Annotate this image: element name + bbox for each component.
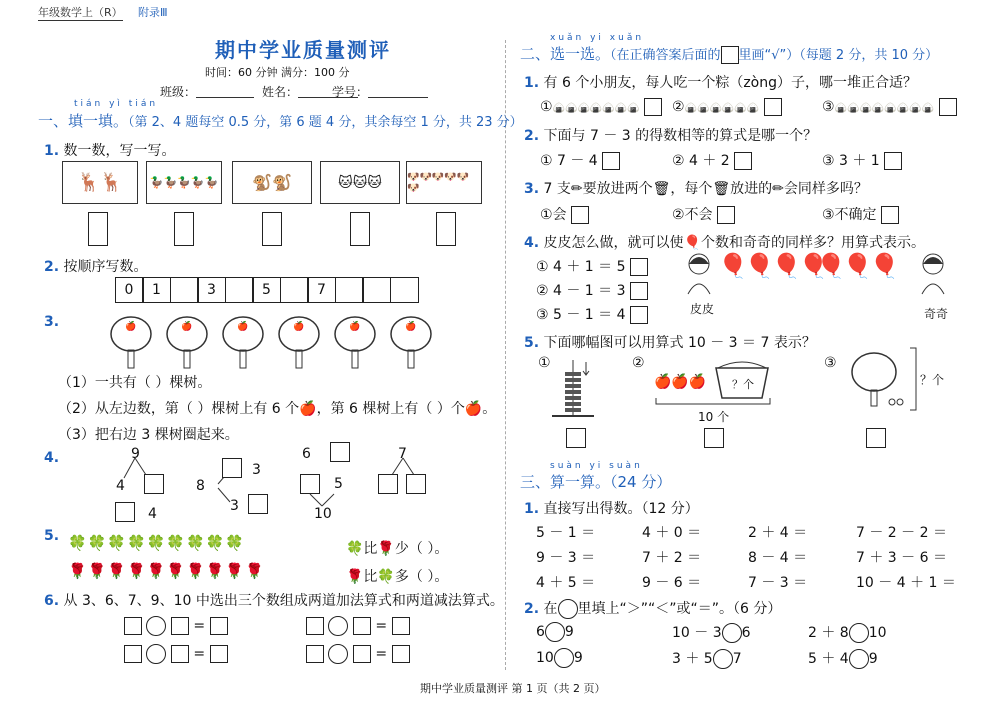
time-info: 时间：60 分钟 满分：100 分 (205, 66, 350, 79)
dog-icon: 🐶🐶🐶🐶🐶🐶 (407, 171, 470, 194)
eq-circle[interactable] (146, 644, 166, 664)
eq-sign: = (375, 618, 388, 634)
cmp-left: 2 ＋ 8 (808, 625, 849, 641)
page-footer: 期中学业质量测评 第 1 页（共 2 页） (420, 682, 606, 695)
q1-6-text: 从 3、6、7、9、10 中选出三个数组成两道加法算式和两道减法算式。 (63, 593, 504, 609)
q2-5-opt3-label: ③ (824, 355, 837, 371)
duck-icon: 🦆🦆🦆🦆🦆 (149, 176, 219, 189)
opt-label: ② 4 － 1 ＝ 3 (536, 283, 626, 299)
q1-3-sub2: （2）从左边数，第（ ）棵树上有 6 个🍎，第 6 棵树上有（ ）个🍎。 (58, 401, 497, 417)
q2-3-opt2 (672, 204, 735, 224)
calc-item[interactable]: 4 ＋ 0 ＝ (642, 525, 702, 541)
tree-count: ？个 (920, 373, 945, 387)
deer-icon: 🦌🦌 (77, 172, 123, 193)
answer-box[interactable] (630, 258, 648, 276)
cmp-left: 10 － 3 (672, 625, 722, 641)
column-divider (505, 40, 506, 670)
q1-4-num: 4. (44, 450, 60, 466)
q2-2-opt2 (672, 150, 752, 170)
opt-label: ② (672, 99, 685, 115)
answer-box[interactable] (734, 152, 752, 170)
eq-box[interactable] (353, 617, 371, 635)
total-label: 10 个 (698, 410, 730, 424)
opt-label: ③ 3 ＋ 1 (822, 153, 880, 169)
bond-box[interactable] (330, 442, 350, 462)
q2-4-opt2 (536, 280, 648, 300)
cmp-right: 9 (573, 650, 583, 666)
calc-item[interactable]: 5 － 1 ＝ (536, 525, 596, 541)
compare-item (536, 622, 574, 642)
s2-note-b: 里画“√”）（每题 2 分，共 10 分） (738, 48, 939, 63)
q2-3-opt1 (540, 204, 589, 224)
calc-item[interactable]: 9 － 3 ＝ (536, 550, 596, 566)
apple-icon: 🍎 (181, 322, 193, 332)
s2-heading-text: 二、选一选。 (520, 45, 611, 63)
eq-box[interactable] (306, 617, 324, 635)
s2-note-box (721, 46, 739, 64)
zongzi-icon: 🍙🍙🍙🍙🍙🍙🍙 (552, 103, 640, 114)
bond-box[interactable] (222, 458, 242, 478)
eq-box[interactable] (171, 645, 189, 663)
calc-item[interactable]: 9 － 6 ＝ (642, 575, 702, 591)
opt-label: ① 7 － 4 (540, 153, 598, 169)
abacus-icon (548, 358, 598, 426)
bond-box[interactable] (248, 494, 268, 514)
eq-box[interactable] (306, 645, 324, 663)
cmp-left: 5 ＋ 4 (808, 651, 849, 667)
compare-item (672, 648, 742, 669)
apple-tree-icon (846, 350, 910, 410)
sequence-row (116, 277, 419, 303)
q1-2: 2. 按顺序写数。 (44, 259, 148, 275)
kid-pipi-label: 皮皮 (690, 302, 715, 316)
q2-2-opt1 (540, 150, 620, 170)
q2-3: 3. 7 支✏要放进两个🗑，每个🗑放进的✏会同样多吗？ (524, 181, 868, 197)
seq-cell: 7 (307, 277, 336, 303)
calc-item[interactable]: 7 － 3 ＝ (748, 575, 808, 591)
q2-1-opt3 (822, 98, 957, 116)
count-pic-5 (406, 161, 482, 204)
class-blank[interactable] (196, 97, 254, 98)
s1-ruby: tián yì tián (74, 99, 159, 109)
basket-count: ？个 (732, 378, 754, 391)
q1-1-answer-box[interactable] (174, 212, 194, 246)
q2-4: 4. 皮皮怎么做，就可以使🎈个数和奇奇的同样多？用算式表示。 (524, 235, 925, 251)
bond-a-left: 4 (116, 478, 125, 494)
bond-c-right: 5 (334, 476, 343, 492)
cmp-left: 3 ＋ 5 (672, 651, 713, 667)
eq-box[interactable] (392, 617, 410, 635)
answer-box[interactable] (881, 206, 899, 224)
answer-box[interactable] (566, 428, 586, 448)
q1-2-text: 按顺序写数。 (63, 259, 148, 275)
bond-b-mid: 8 (196, 478, 205, 494)
q3-2: 2. 在 里填上“＞”“＜”或“＝”。（6 分） (524, 601, 782, 617)
appendix-label: 附录Ⅲ (138, 6, 168, 19)
q3-2-text-a: 在 (543, 601, 558, 617)
seq-cell[interactable] (280, 277, 309, 303)
cmp-right: 7 (732, 651, 742, 667)
apple-icon: 🍎 (293, 322, 305, 332)
answer-box[interactable] (884, 152, 902, 170)
q2-2-opt3 (822, 150, 902, 170)
answer-box[interactable] (764, 98, 782, 116)
q2-5-opt2-label: ② (632, 355, 645, 371)
opt-label: ① 4 ＋ 1 ＝ 5 (536, 259, 626, 275)
monkey-icon: 🐒🐒 (252, 173, 292, 192)
answer-box[interactable] (717, 206, 735, 224)
count-pic-4 (320, 161, 400, 204)
zongzi-icon: 🍙🍙🍙🍙🍙🍙🍙🍙 (834, 103, 935, 114)
calc-item[interactable]: 10 － 4 ＋ 1 ＝ (856, 575, 956, 591)
seq-cell: 0 (115, 277, 144, 303)
eq-box[interactable] (392, 645, 410, 663)
seq-cell: 5 (252, 277, 281, 303)
eq-circle[interactable] (328, 644, 348, 664)
eq-box[interactable] (124, 617, 142, 635)
s1-heading-text: 一、填一填。 (38, 112, 129, 130)
bond-c-top: 6 (302, 446, 311, 462)
compare-item (808, 622, 887, 643)
kid-pipi-icon (684, 252, 714, 296)
q2-5-opt1-label: ① (538, 355, 551, 371)
compare-item (536, 648, 583, 668)
compare-item (672, 622, 751, 643)
id-label: 学号： (332, 85, 369, 99)
calc-item[interactable]: 4 ＋ 5 ＝ (536, 575, 596, 591)
answer-box[interactable] (939, 98, 957, 116)
equation-add-1 (124, 616, 228, 636)
count-pic-3 (232, 161, 312, 204)
seq-cell[interactable] (390, 277, 419, 303)
s3-note: （24 分） (610, 473, 672, 491)
class-label: 班级： (160, 85, 197, 99)
eq-box[interactable] (210, 617, 228, 635)
bond-a-top: 9 (131, 446, 140, 462)
cmp-right: 10 (868, 625, 887, 641)
seq-cell[interactable] (225, 277, 254, 303)
balloon-group-pipi: 🎈🎈🎈🎈 (718, 252, 826, 280)
apples-loose: 🍎🍎🍎 (654, 374, 707, 390)
q2-1-text: 有 6 个小朋友，每人吃一个粽（zòng）子，哪一堆正合适？ (543, 75, 917, 91)
bond-box[interactable] (144, 474, 164, 494)
answer-box[interactable] (644, 98, 662, 116)
kid-qiqi-label: 奇奇 (924, 307, 949, 321)
s1-heading (38, 110, 523, 131)
q1-3-sub3: （3）把右边 3 棵树圈起来。 (58, 427, 239, 443)
seq-cell[interactable] (362, 277, 391, 303)
apple-icon: 🍎 (125, 322, 137, 332)
eq-circle[interactable] (328, 616, 348, 636)
s1-note: （第 2、4 题每空 0.5 分，第 6 题 4 分，其余每空 1 分，共 23 分） (128, 115, 523, 130)
bond-box[interactable] (115, 502, 135, 522)
q3-1: 1. 直接写出得数。（12 分） (524, 501, 699, 517)
cmp-circle[interactable] (545, 622, 565, 642)
q2-2-text: 下面与 7 － 3 的得数相等的算式是哪一个？ (543, 128, 818, 144)
q1-5-num: 5. (44, 528, 60, 544)
eq-circle[interactable] (146, 616, 166, 636)
answer-box[interactable] (630, 306, 648, 324)
answer-box[interactable] (630, 282, 648, 300)
cmp-circle[interactable] (554, 648, 574, 668)
cat-icon: 🐱🐱🐱 (338, 174, 382, 191)
bond-box[interactable] (300, 474, 320, 494)
bond-c-bottom: 10 (314, 506, 332, 522)
calc-item[interactable]: 7 ＋ 2 ＝ (642, 550, 702, 566)
compare-line-2: 🌹比🍀多（ ）。 (346, 569, 449, 585)
calc-item[interactable]: 8 － 4 ＝ (748, 550, 808, 566)
equation-add-2 (124, 644, 228, 664)
eq-box[interactable] (171, 617, 189, 635)
zongzi-icon: 🍙🍙🍙🍙🍙🍙 (684, 103, 760, 114)
eq-sign: = (193, 646, 206, 662)
bond-box[interactable] (378, 474, 398, 494)
q2-3-opt3 (822, 204, 899, 224)
bond-b-top: 3 (252, 462, 261, 478)
cmp-right: 6 (741, 625, 751, 641)
eq-sign: = (193, 618, 206, 634)
cmp-left: 10 (536, 650, 554, 666)
s3-ruby: suàn yi suàn (550, 461, 643, 471)
answer-box[interactable] (866, 428, 886, 448)
q2-2: 2. 下面与 7 － 3 的得数相等的算式是哪一个？ (524, 128, 818, 144)
cmp-right: 9 (868, 651, 878, 667)
equation-sub-1 (306, 616, 410, 636)
eq-box[interactable] (124, 645, 142, 663)
id-blank[interactable] (368, 97, 428, 98)
cmp-right: 9 (564, 624, 574, 640)
q3-2-text-b: 里填上“＞”“＜”或“＝”。（6 分） (577, 601, 782, 617)
apple-icon: 🍎 (405, 322, 417, 332)
q2-1-opt1 (540, 98, 662, 116)
answer-box[interactable] (704, 428, 724, 448)
opt-label: ② 4 ＋ 2 (672, 153, 730, 169)
opt-label: ③不确定 (822, 207, 877, 223)
cmp-circle[interactable] (849, 623, 869, 643)
q1-1-text: 数一数，写一写。 (63, 143, 176, 159)
eq-box[interactable] (210, 645, 228, 663)
q2-1-opt2 (672, 98, 782, 116)
opt-label: ③ 5 － 1 ＝ 4 (536, 307, 626, 323)
q1-1-answer-box[interactable] (436, 212, 456, 246)
q2-4-opt1 (536, 256, 648, 276)
leaf-row: 🍀🍀🍀🍀🍀🍀🍀🍀🍀 (68, 534, 246, 552)
opt-label: ②不会 (672, 207, 713, 223)
cmp-circle[interactable] (722, 623, 742, 643)
seq-cell: 1 (142, 277, 171, 303)
bond-a-extra: 4 (148, 506, 157, 522)
q2-5: 5. 下面哪幅图可以用算式 10 － 3 ＝ 7 表示？ (524, 335, 816, 351)
bond-box[interactable] (406, 474, 426, 494)
opt-label: ①会 (540, 207, 567, 223)
q2-1: 1. 有 6 个小朋友，每人吃一个粽（zòng）子，哪一堆正合适？ (524, 75, 917, 91)
tree-bracket (908, 346, 920, 412)
calc-item[interactable]: 2 ＋ 4 ＝ (748, 525, 808, 541)
compare-line-1: 🍀比🌹少（ ）。 (346, 541, 449, 557)
s3-heading (520, 471, 671, 492)
calc-item[interactable]: 7 ＋ 3 － 6 ＝ (856, 550, 947, 566)
compare-item (808, 648, 878, 669)
apple-icon: 🍎 (349, 322, 361, 332)
q1-1-answer-box[interactable] (350, 212, 370, 246)
s3-heading-text: 三、算一算。 (520, 473, 611, 491)
seq-cell[interactable] (335, 277, 364, 303)
s2-ruby: xuǎn yi xuǎn (550, 33, 645, 43)
equation-sub-2 (306, 644, 410, 664)
q2-3-text: 7 支✏要放进两个🗑，每个🗑放进的✏会同样多吗？ (543, 181, 868, 197)
q1-1-answer-box[interactable] (262, 212, 282, 246)
q1-1-answer-box[interactable] (88, 212, 108, 246)
apple-icon: 🍎 (237, 322, 249, 332)
rose-row: 🌹🌹🌹🌹🌹🌹🌹🌹🌹🌹 (68, 562, 265, 580)
seq-cell[interactable] (170, 277, 199, 303)
cmp-circle[interactable] (713, 649, 733, 669)
opt-label: ① (540, 99, 553, 115)
page-title: 期中学业质量测评 (215, 38, 391, 62)
s2-note-a: （在正确答案后面的 (610, 48, 721, 63)
eq-box[interactable] (353, 645, 371, 663)
calc-item[interactable]: 7 － 2 － 2 ＝ (856, 525, 947, 541)
eq-sign: = (375, 646, 388, 662)
answer-box[interactable] (602, 152, 620, 170)
cmp-circle[interactable] (849, 649, 869, 669)
cmp-left: 6 (536, 624, 545, 640)
count-pic-2 (146, 161, 222, 204)
q1-1: 1. 数一数，写一写。 (44, 143, 176, 159)
seq-cell: 3 (197, 277, 226, 303)
q3-1-text: 直接写出得数。（12 分） (543, 501, 699, 517)
count-pic-1 (62, 161, 138, 204)
q1-3-num: 3. (44, 314, 60, 330)
q1-3-sub1: （1）一共有（ ）棵树。 (58, 375, 212, 391)
bond-d-top: 7 (398, 446, 407, 462)
bond-b-bottom: 3 (230, 498, 239, 514)
q2-4-opt3 (536, 304, 648, 324)
q1-6: 6. 从 3、6、7、9、10 中选出三个数组成两道加法算式和两道减法算式。 (44, 593, 504, 609)
q2-4-text: 皮皮怎么做，就可以使🎈个数和奇奇的同样多？用算式表示。 (543, 235, 925, 251)
kid-qiqi-icon (918, 252, 948, 296)
s2-heading (520, 43, 938, 64)
instruction-circle (558, 599, 578, 619)
balloon-group-qiqi: 🎈🎈🎈 (816, 252, 897, 280)
name-label: 姓名： (262, 85, 299, 99)
opt-label: ③ (822, 99, 835, 115)
header-tag: 年级数学上（R） (38, 6, 123, 19)
q2-5-text: 下面哪幅图可以用算式 10 － 3 ＝ 7 表示？ (543, 335, 816, 351)
answer-box[interactable] (571, 206, 589, 224)
tree-fruit-row (108, 322, 434, 332)
